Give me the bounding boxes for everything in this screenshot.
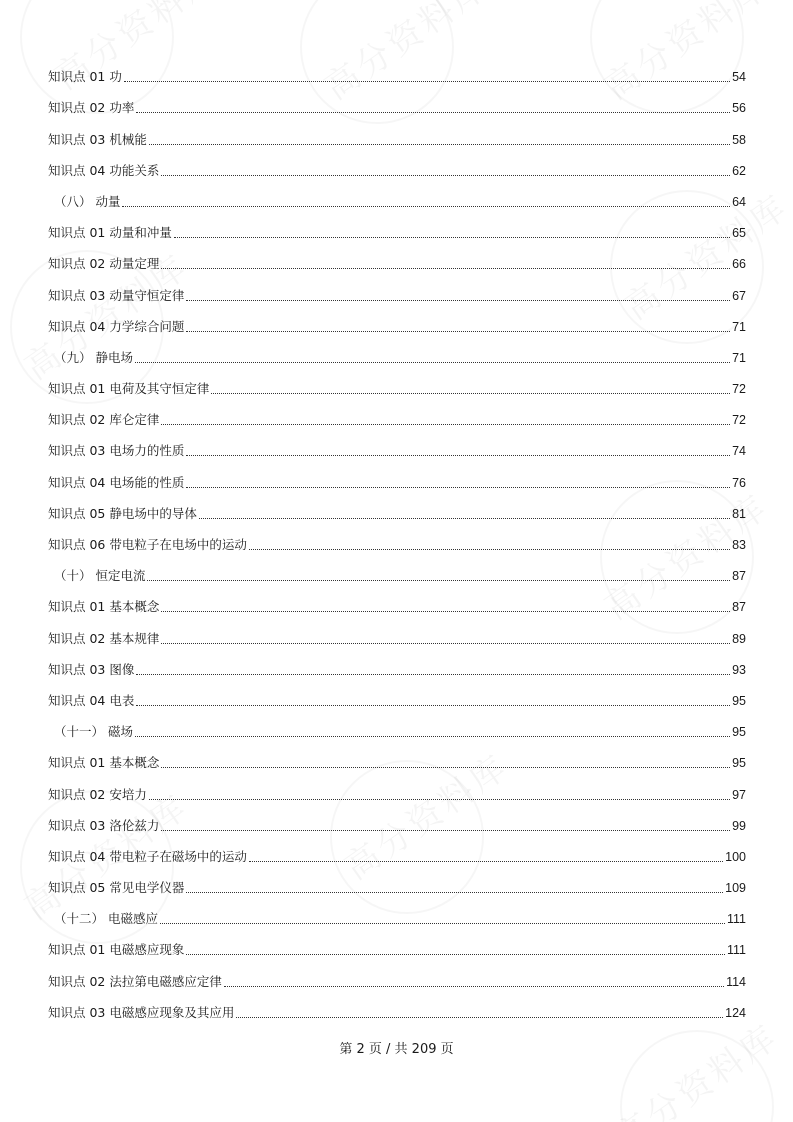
toc-entry-row[interactable] [48, 304, 746, 335]
toc-page-number: 111 [726, 943, 746, 958]
toc-section-row[interactable] [48, 553, 746, 584]
toc-entry-row[interactable] [48, 740, 746, 771]
toc-entry-row[interactable] [48, 116, 746, 147]
toc-leader-dots [136, 673, 730, 675]
toc-entry-row[interactable] [48, 85, 746, 116]
toc-entry-row[interactable] [48, 366, 746, 397]
toc-leader-dots [161, 610, 730, 612]
toc-entry-label: 知识点 02 法拉第电磁感应定律 [48, 973, 222, 989]
toc-entry-label: 知识点 02 安培力 [48, 786, 147, 802]
toc-page-number: 62 [732, 163, 746, 178]
toc-page-number: 72 [732, 382, 746, 397]
toc-entry-row[interactable] [48, 210, 746, 241]
toc-page-number: 65 [732, 226, 746, 241]
toc-page-number: 114 [726, 974, 746, 989]
toc-page-number: 71 [732, 319, 746, 334]
toc-page-number: 64 [732, 194, 746, 209]
toc-page-number: 95 [732, 756, 746, 771]
toc-page-number: 95 [732, 725, 746, 740]
toc-entry-row[interactable] [48, 678, 746, 709]
toc-entry-label: 知识点 05 常见电学仪器 [48, 880, 185, 896]
toc-entry-label: 知识点 04 力学综合问题 [48, 318, 185, 334]
toc-entry-label: 知识点 03 动量守恒定律 [48, 287, 185, 303]
toc-entry-row[interactable] [48, 771, 746, 802]
toc-page-number: 56 [732, 101, 746, 116]
toc-entry-label: 知识点 02 基本规律 [48, 630, 160, 646]
toc-entry-row[interactable] [48, 54, 746, 85]
toc-leader-dots [149, 798, 730, 800]
toc-entry-row[interactable] [48, 491, 746, 522]
toc-entry-label: 知识点 03 电场力的性质 [48, 443, 185, 459]
toc-entry-row[interactable] [48, 397, 746, 428]
toc-entry-row[interactable] [48, 865, 746, 896]
toc-leader-dots [160, 922, 725, 924]
toc-section-row[interactable] [48, 709, 746, 740]
toc-page-number: 66 [732, 257, 746, 272]
toc-entry-row[interactable] [48, 428, 746, 459]
toc-page-number: 81 [732, 506, 746, 521]
toc-leader-dots [136, 111, 730, 113]
page-footer: 第 2 页 / 共 209 页 [339, 1042, 454, 1057]
toc-page-number: 54 [732, 70, 746, 85]
toc-page-number: 74 [732, 444, 746, 459]
toc-leader-dots [174, 236, 730, 238]
toc-page-number: 97 [732, 787, 746, 802]
toc-entry-label: 知识点 04 带电粒子在磁场中的运动 [48, 848, 247, 864]
toc-page-number: 58 [732, 132, 746, 147]
toc-page-number: 87 [732, 600, 746, 615]
toc-page-number: 99 [732, 818, 746, 833]
toc-page-number: 83 [732, 538, 746, 552]
toc-entry-label: （十） 恒定电流 [54, 568, 146, 584]
toc-entry-label: 知识点 01 电荷及其守恒定律 [48, 381, 210, 397]
toc-entry-row[interactable] [48, 459, 746, 490]
toc-entry-row[interactable] [48, 803, 746, 834]
toc-entry-label: 知识点 01 基本概念 [48, 599, 160, 615]
toc-leader-dots [249, 548, 730, 550]
toc-leader-dots [186, 486, 730, 488]
toc-page-number: 89 [732, 631, 746, 646]
toc-page-number: 67 [732, 288, 746, 303]
toc-page-number: 72 [732, 413, 746, 428]
toc-page-number: 93 [732, 662, 746, 677]
toc-entry-label: 知识点 03 电磁感应现象及其应用 [48, 1004, 235, 1020]
toc-leader-dots [186, 891, 723, 893]
toc-entry-label: （十二） 电磁感应 [54, 911, 158, 927]
toc-entry-label: 知识点 02 库仑定律 [48, 412, 160, 428]
toc-leader-dots [161, 423, 730, 425]
toc-leader-dots [122, 205, 730, 207]
toc-leader-dots [135, 735, 730, 737]
toc-section-row[interactable] [48, 335, 746, 366]
toc-entry-label: 知识点 04 电表 [48, 692, 135, 708]
toc-leader-dots [211, 392, 730, 394]
table-of-contents [48, 54, 746, 1021]
toc-leader-dots [136, 704, 730, 706]
toc-page-number: 100 [725, 849, 746, 864]
toc-leader-dots [149, 143, 730, 145]
toc-entry-label: 知识点 06 带电粒子在电场中的运动 [48, 537, 247, 552]
toc-leader-dots [186, 953, 725, 955]
toc-entry-row[interactable] [48, 927, 746, 958]
toc-entry-label: 知识点 05 静电场中的导体 [48, 505, 197, 521]
toc-entry-label: （十一） 磁场 [54, 724, 133, 740]
toc-page-number: 95 [732, 693, 746, 708]
toc-leader-dots [249, 860, 723, 862]
toc-leader-dots [147, 579, 730, 581]
toc-leader-dots [186, 299, 730, 301]
toc-entry-label: 知识点 03 图像 [48, 661, 135, 677]
toc-section-row[interactable] [48, 896, 746, 927]
toc-entry-row[interactable] [48, 148, 746, 179]
toc-entry-label: （九） 静电场 [54, 349, 133, 365]
toc-page-number: 71 [732, 350, 746, 365]
toc-leader-dots [224, 985, 724, 987]
toc-page-number: 87 [732, 569, 746, 584]
toc-page-number: 76 [732, 475, 746, 490]
toc-leader-dots [161, 829, 730, 831]
toc-leader-dots [161, 642, 730, 644]
toc-entry-label: 知识点 01 动量和冲量 [48, 225, 172, 241]
toc-entry-label: 知识点 02 动量定理 [48, 256, 160, 272]
toc-entry-row[interactable] [48, 272, 746, 303]
toc-entry-label: 知识点 03 洛伦兹力 [48, 817, 160, 833]
toc-page-number: 111 [726, 912, 746, 927]
toc-page-number: 124 [725, 1005, 746, 1020]
toc-entry-row[interactable] [48, 990, 746, 1021]
toc-entry-label: 知识点 03 机械能 [48, 131, 147, 147]
toc-leader-dots [161, 267, 730, 269]
toc-entry-label: 知识点 02 功率 [48, 100, 135, 116]
toc-section-row[interactable] [48, 179, 746, 210]
toc-entry-label: （八） 动量 [54, 193, 121, 209]
toc-entry-row[interactable] [48, 522, 746, 553]
toc-entry-row[interactable] [48, 615, 746, 646]
toc-entry-label: 知识点 04 功能关系 [48, 162, 160, 178]
toc-entry-row[interactable] [48, 584, 746, 615]
toc-leader-dots [186, 330, 730, 332]
toc-entry-row[interactable] [48, 647, 746, 678]
toc-leader-dots [161, 766, 730, 768]
toc-leader-dots [236, 1016, 723, 1018]
watermark-text [603, 1010, 787, 1122]
toc-leader-dots [161, 174, 730, 176]
toc-entry-label: 知识点 01 功 [48, 69, 122, 85]
toc-entry-label: 知识点 01 基本概念 [48, 755, 160, 771]
toc-entry-row[interactable] [48, 241, 746, 272]
toc-entry-row[interactable] [48, 834, 746, 865]
toc-leader-dots [199, 517, 730, 519]
toc-leader-dots [124, 80, 730, 82]
toc-leader-dots [135, 361, 730, 363]
toc-entry-label: 知识点 01 电磁感应现象 [48, 942, 185, 958]
toc-page-number: 109 [725, 881, 746, 896]
toc-entry-label: 知识点 04 电场能的性质 [48, 474, 185, 490]
toc-entry-row[interactable] [48, 958, 746, 989]
toc-leader-dots [186, 454, 730, 456]
